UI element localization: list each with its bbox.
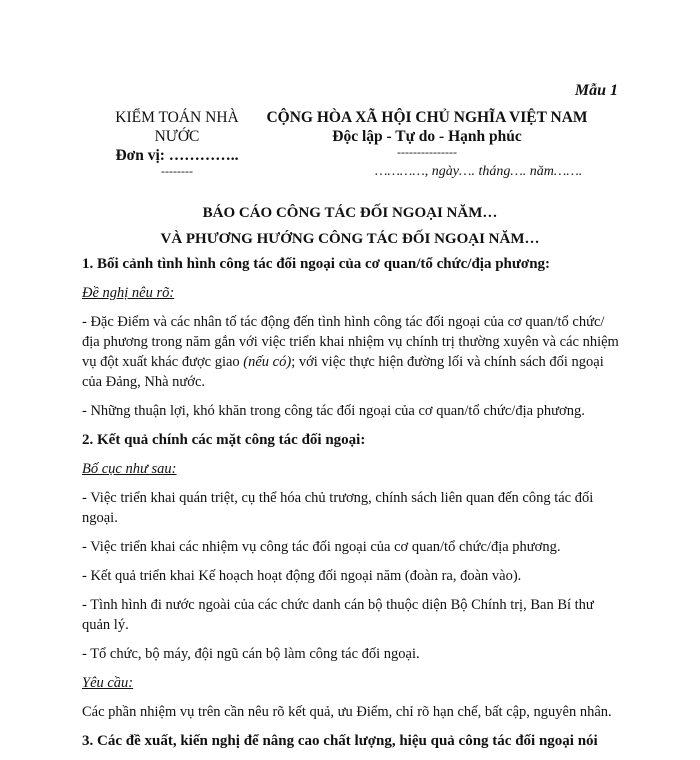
section1-item1-b: ; với việc thực hiện đường lối và chính sách đối ngoại của Đảng, Nhà nước. [82, 354, 604, 390]
left-divider: -------- [161, 164, 193, 178]
national-header [262, 108, 592, 158]
report-title-line1: BÁO CÁO CÔNG TÁC ĐỐI NGOẠI NĂM… [202, 205, 498, 221]
section2-item: - Việc triển khai các nhiệm vụ công tác đối ngoại của cơ quan/tổ chức/địa phương. [82, 539, 561, 555]
section2-item: - Tình hình đi nước ngoài của các chức danh cán bộ thuộc diện Bộ Chính trị, Ban Bí thư quản lý. [82, 597, 594, 633]
section1-note-text: Đề nghị nêu rõ: [82, 285, 175, 301]
section2-note [82, 459, 622, 479]
section1-item1 [82, 312, 622, 392]
right-divider: --------------- [397, 145, 457, 159]
section1-item2: - Những thuận lợi, khó khăn trong công tác đối ngoại của cơ quan/tổ chức/địa phương. [82, 403, 585, 419]
org-name: KIỂM TOÁN NHÀ NƯỚC [115, 109, 239, 145]
section1-note [82, 283, 622, 303]
section3-heading: 3. Các đề xuất, kiến nghị để nâng cao chất lượng, hiệu quả công tác đối ngoại nói [82, 733, 598, 749]
requirement-note [82, 673, 622, 693]
section2-note-text: Bố cục như sau: [82, 461, 177, 477]
report-title-line2: VÀ PHƯƠNG HƯỚNG CÔNG TÁC ĐỐI NGOẠI NĂM… [160, 231, 540, 247]
report-body [82, 254, 622, 760]
unit-line: Đơn vị: ………….. [115, 147, 239, 164]
requirement-note-text: Yêu cầu: [82, 675, 134, 691]
section1-item1-a: - Đặc Điểm và các nhân tố tác động đến tình hình công tác đối ngoại của cơ quan/tổ chức/địa phương trong năm gắn với việc triển khai nhiệm vụ chính trị thường xuyên và các nhiệm vụ đột xuất khác được giao [82, 314, 619, 370]
requirement-text: Các phần nhiệm vụ trên cần nêu rõ kết quả, ưu Điểm, chỉ rõ hạn chế, bất cập, nguyên nhân. [82, 704, 612, 720]
section1-item1-em: (nếu có) [243, 354, 292, 370]
section2-item: - Kết quả triển khai Kế hoạch hoạt động đối ngoại năm (đoàn ra, đoàn vào). [82, 568, 522, 584]
section2-item: - Tổ chức, bộ máy, đội ngũ cán bộ làm công tác đối ngoại. [82, 646, 420, 662]
issuer-block [92, 108, 262, 177]
section2-item: - Việc triển khai quán triệt, cụ thể hóa chủ trương, chính sách liên quan đến công tác đối ngoại. [82, 490, 594, 526]
section1-heading: 1. Bối cảnh tình hình công tác đối ngoại của cơ quan/tổ chức/địa phương: [82, 256, 551, 272]
date-line: …………, ngày…. tháng…. năm……. [375, 164, 583, 179]
form-label: Mẫu 1 [574, 82, 618, 99]
motto: Độc lập - Tự do - Hạnh phúc [332, 128, 522, 145]
section2-heading: 2. Kết quả chính các mặt công tác đối ngoại: [82, 432, 366, 448]
country-name: CỘNG HÒA XÃ HỘI CHỦ NGHĨA VIỆT NAM [266, 109, 588, 126]
